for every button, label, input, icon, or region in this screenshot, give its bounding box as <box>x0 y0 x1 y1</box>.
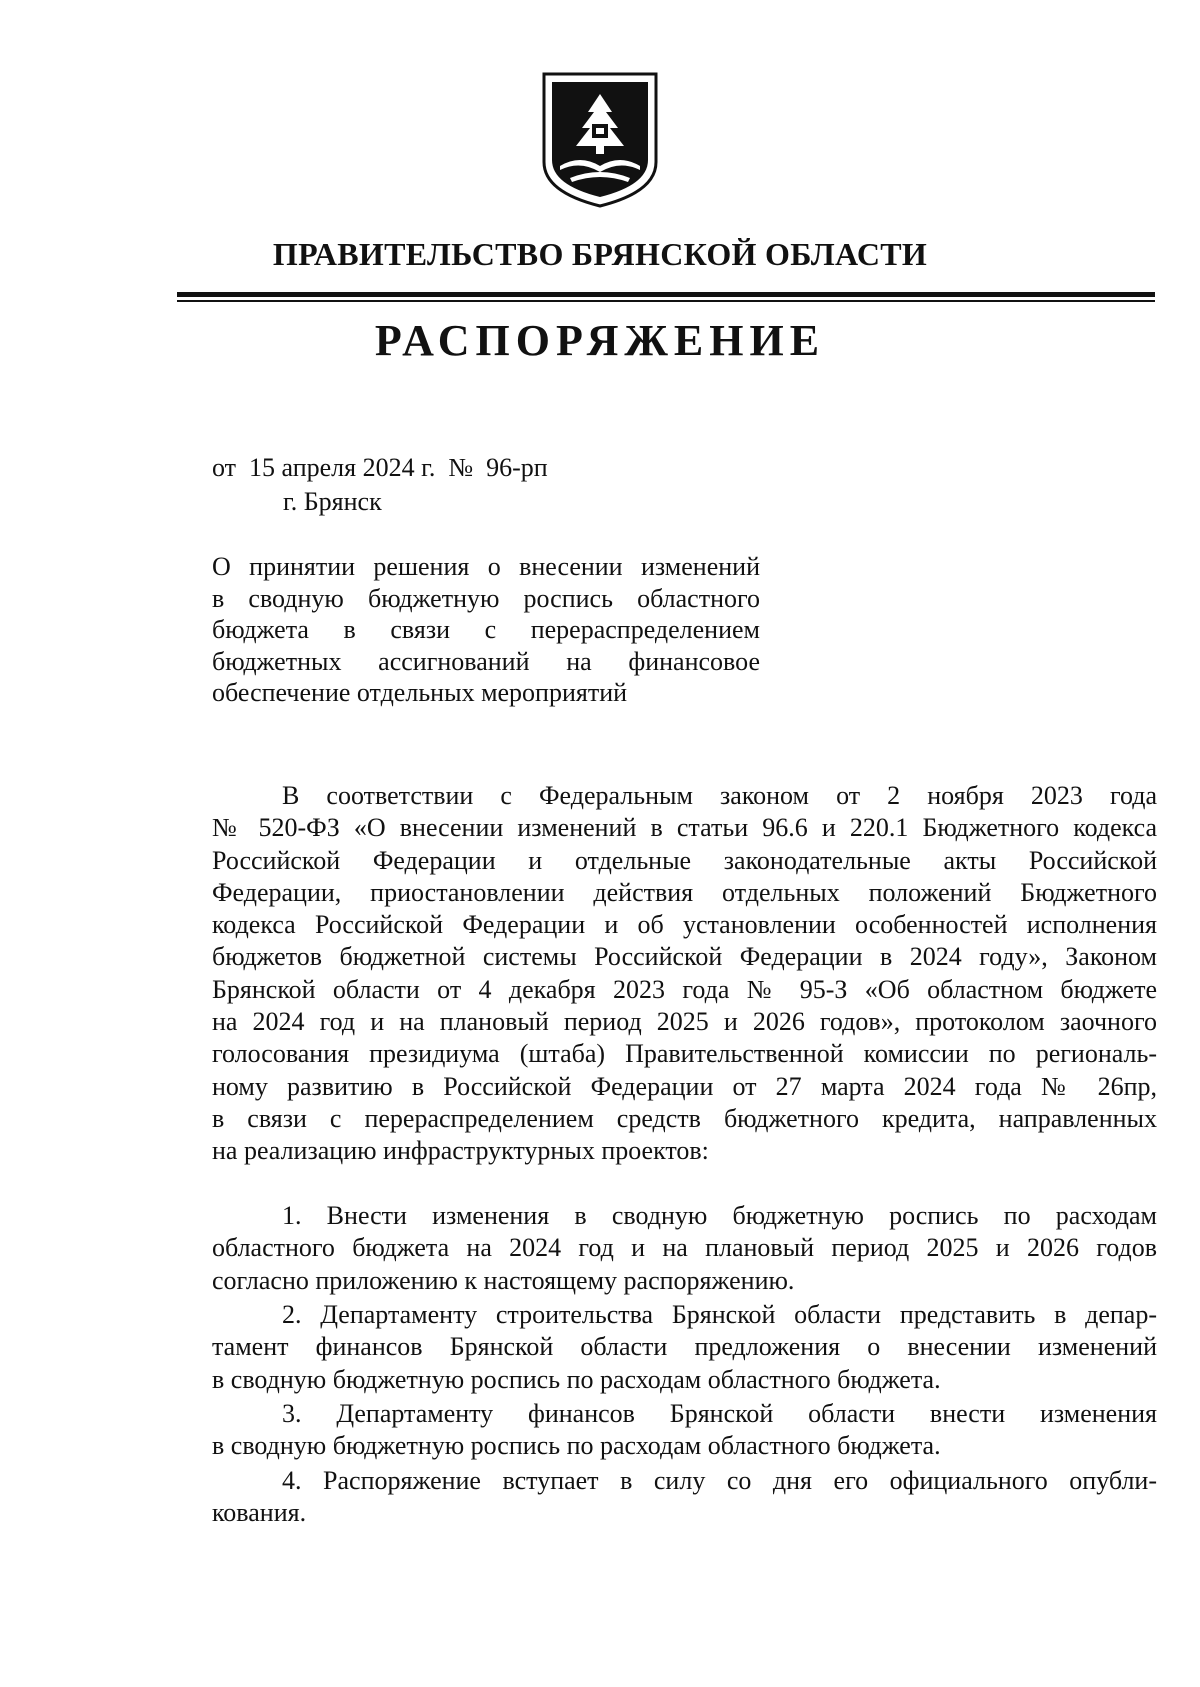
preamble-line: на 2024 год и на плановый период 2025 и 2026 годов», протоколом заочного <box>212 1007 1157 1037</box>
clause-2 <box>212 1299 1157 1396</box>
preamble-line: № 520-ФЗ «О внесении изменений в статьи 96.6 и 220.1 Бюджетного кодекса <box>212 813 1157 843</box>
preamble-line: Брянской области от 4 декабря 2023 года № 95-З «Об областном бюджете <box>212 974 1157 1004</box>
preamble-line: голосования президиума (штаба) Правительственной комиссии по региональ- <box>212 1039 1157 1069</box>
clause-1 <box>212 1200 1157 1297</box>
preamble-line: Федерации, приостановлении действия отдельных положений Бюджетного <box>212 877 1157 907</box>
clause-3 <box>212 1398 1157 1463</box>
coat-of-arms-icon <box>540 70 660 210</box>
clause-line: 1. Внести изменения в сводную бюджетную роспись по расходам <box>282 1201 1157 1230</box>
government-title: ПРАВИТЕЛЬСТВО БРЯНСКОЙ ОБЛАСТИ <box>272 236 928 272</box>
clause-line: 3. Департаменту финансов Брянской области внести изменения <box>282 1399 1157 1428</box>
header-divider-thin <box>177 300 1155 302</box>
preamble-line: ному развитию в Российской Федерации от 27 марта 2024 года № 26пр, <box>212 1071 1157 1101</box>
clause-line: в сводную бюджетную роспись по расходам областного бюджета. <box>212 1431 941 1461</box>
subject-line: О принятии решения о внесении изменений <box>212 552 760 581</box>
clause-line: областного бюджета на 2024 год и на плановый период 2025 и 2026 годов <box>212 1233 1157 1263</box>
preamble-line: В соответствии с Федеральным законом от 2 ноября 2023 года <box>282 781 1157 810</box>
preamble-line: на реализацию инфраструктурных проектов: <box>212 1136 709 1166</box>
clause-line: согласно приложению к настоящему распоряжению. <box>212 1265 795 1295</box>
clause-line: 4. Распоряжение вступает в силу со дня его официального опубли- <box>282 1466 1157 1495</box>
preamble-line: в связи с перераспределением средств бюджетного кредита, направленных <box>212 1103 1157 1133</box>
clause-4 <box>212 1465 1157 1530</box>
preamble-line: бюджетов бюджетной системы Российской Федерации в 2024 году», Законом <box>212 942 1157 972</box>
document-type-title: РАСПОРЯЖЕНИЕ <box>374 316 826 365</box>
subject-line: бюджета в связи с перераспределением <box>212 615 760 644</box>
header-divider-thick <box>177 292 1155 297</box>
preamble-paragraph <box>212 780 1157 1168</box>
clause-line: в сводную бюджетную роспись по расходам областного бюджета. <box>212 1364 941 1394</box>
subject-line: обеспечение отдельных мероприятий <box>212 678 628 707</box>
preamble-line: Российской Федерации и отдельные законодательные акты Российской <box>212 845 1157 875</box>
document-date-number: от 15 апреля 2024 г. № 96-рп <box>212 453 548 482</box>
clause-line: тамент финансов Брянской области предложения о внесении изменений <box>212 1332 1157 1362</box>
document-city: г. Брянск <box>283 487 382 516</box>
clause-line: кования. <box>212 1498 307 1528</box>
preamble-line: кодекса Российской Федерации и об установлении особенностей исполнения <box>212 910 1157 940</box>
subject-line: в сводную бюджетную роспись областного <box>212 583 760 613</box>
document-subject <box>212 551 760 709</box>
subject-line: бюджетных ассигнований на финансовое <box>212 646 760 676</box>
clause-line: 2. Департаменту строительства Брянской области представить в депар- <box>282 1300 1157 1329</box>
